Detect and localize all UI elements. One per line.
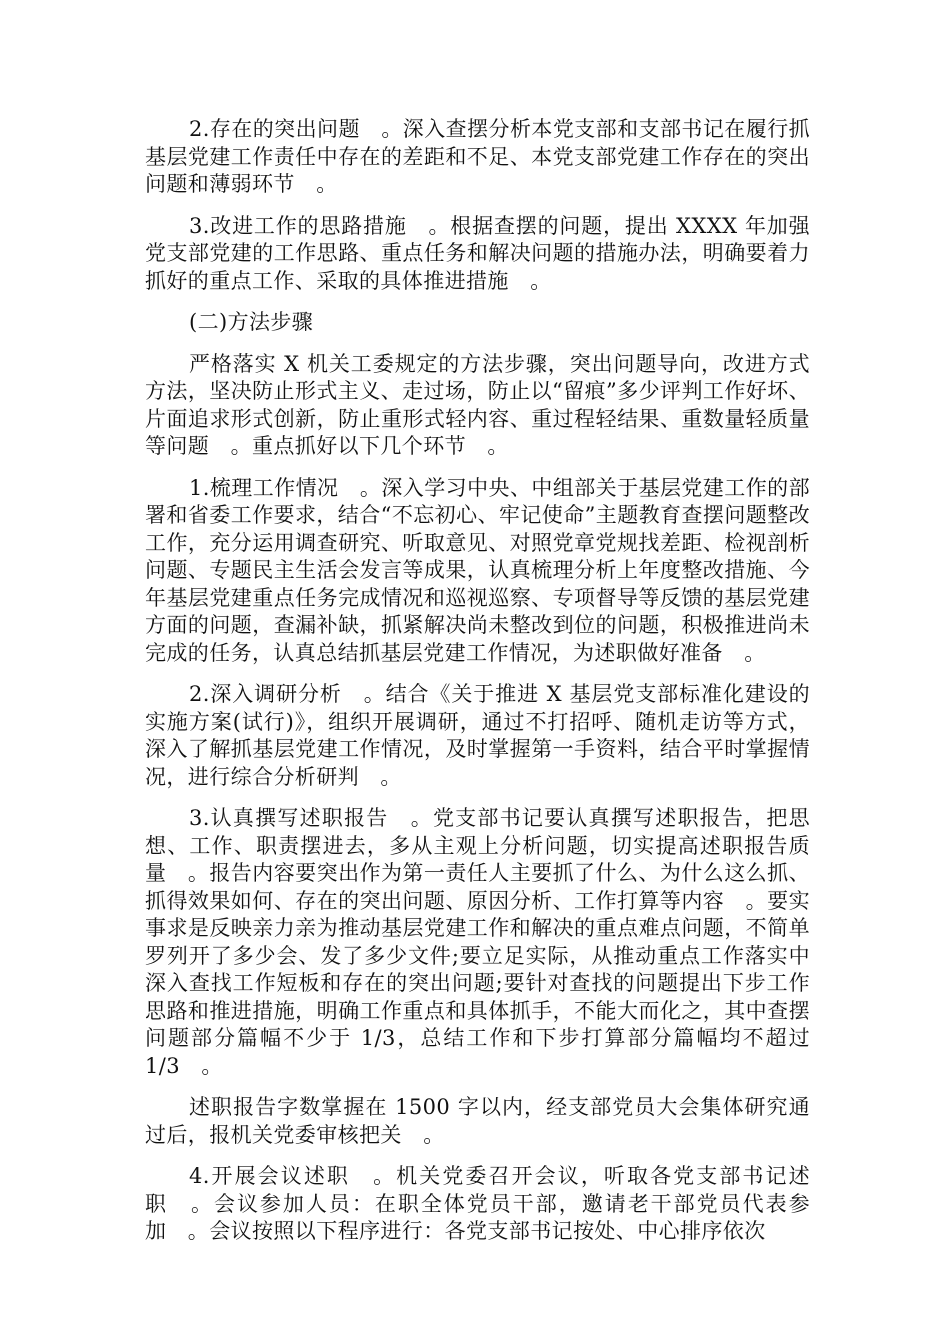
section-heading-methods: (二)方法步骤: [189, 310, 314, 334]
paragraph-step-4: 4.开展会议述职 。机关党委召开会议，听取各党支部书记述职 。会议参加人员：在职全体党员干部，邀请老干部党员代表参加 。会议按照以下程序进行：各党支部书记按处、中心排序依次: [145, 1164, 810, 1243]
paragraph-step-3: 3.认真撰写述职报告 。党支部书记要认真撰写述职报告，把思想、工作、职责摆进去，多从主观上分析问题，切实提高述职报告质量 。报告内容要突出作为第一责任人主要抓了什么、为什么这么抓、抓得效果如何、存在的突出问题、原因分析、工作打算等内容 。要实事求是反映亲力亲为推动基层党建工作和解决的重点难点问题，不简单罗列开了多少会、发了多少文件;要立足实际，从推动重点工作落实中深入查找工作短板和存在的突出问题;要针对查找的问题提出下步工作思路和推进措施，明确工作重点和具体抓手，不能大而化之，其中查摆问题部分篇幅不少于 1/3，总结工作和下步打算部分篇幅均不超过 1/3 。: [145, 806, 810, 1078]
document-body: [145, 116, 810, 1260]
paragraph-problems: 2.存在的突出问题 。深入查摆分析本党支部和支部书记在履行抓基层党建工作责任中存在的差距和不足、本党支部党建工作存在的突出问题和薄弱环节 。: [145, 117, 810, 196]
paragraph-methods-intro: 严格落实 X 机关工委规定的方法步骤，突出问题导向，改进方式方法，坚决防止形式主义、走过场，防止以“留痕”多少评判工作好坏、片面追求形式创新，防止重形式轻内容、重过程轻结果、重数量轻质量等问题 。重点抓好以下几个环节 。: [145, 351, 810, 458]
paragraph-improvement-measures: 3.改进工作的思路措施 。根据查摆的问题，提出 XXXX 年加强党支部党建的工作思路、重点任务和解决问题的措施办法，明确要着力抓好的重点工作、采取的具体推进措施 。: [145, 213, 810, 293]
paragraph-step-2: 2.深入调研分析 。结合《关于推进 X 基层党支部标准化建设的实施方案(试行)》，组织开展调研，通过不打招呼、随机走访等方式，深入了解抓基层党建工作情况，及时掌握第一手资料，结合平时掌握情况，进行综合分析研判 。: [145, 682, 810, 789]
paragraph-report-length: 述职报告字数掌握在 1500 字以内，经支部党员大会集体研究通过后，报机关党委审核把关 。: [145, 1095, 810, 1147]
paragraph-step-1: 1.梳理工作情况 。深入学习中央、中组部关于基层党建工作的部署和省委工作要求，结合“不忘初心、牢记使命”主题教育查摆问题整改工作，充分运用调查研究、听取意见、对照党章党规找差距、检视剖析问题、专题民主生活会发言等成果，认真梳理分析上年度整改措施、今年基层党建重点任务完成情况和巡视巡察、专项督导等反馈的基层党建方面的问题，查漏补缺，抓紧解决尚未整改到位的问题，积极推进尚未完成的任务，认真总结抓基层党建工作情况，为述职做好准备 。: [145, 475, 810, 665]
